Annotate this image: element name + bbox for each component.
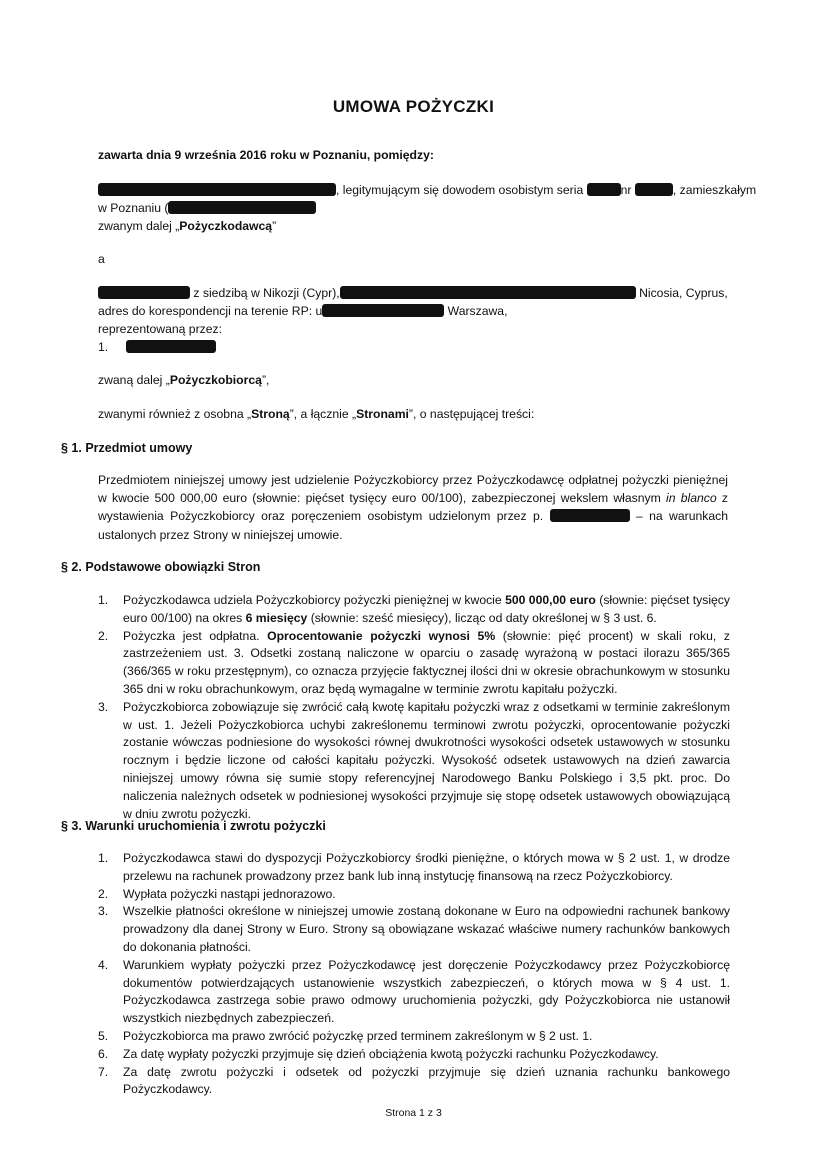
item-number: 5.: [98, 1028, 109, 1043]
party2-text: z siedzibą w Nikozji (Cypr),: [193, 286, 340, 300]
and-connector: a: [98, 252, 105, 266]
item-text: Wypłata pożyczki nastąpi jednorazowo.: [123, 886, 336, 901]
together-text: ”, a łącznie „: [289, 407, 357, 421]
borrower-term: Pożyczkobiorcą: [169, 373, 262, 387]
together-text: zwanymi również z osobna „: [98, 407, 252, 421]
redaction-block: [587, 183, 621, 196]
party1-text: nr: [620, 183, 632, 197]
parties-term: Stronami: [356, 407, 409, 421]
parties-together: [98, 405, 534, 423]
loan-period: 6 miesięcy: [245, 610, 308, 625]
section1-heading: § 1. Przedmiot umowy: [61, 441, 193, 455]
item-text: Pożyczka jest odpłatna.: [123, 628, 268, 643]
section2-list: [98, 592, 730, 823]
party2-text: adres do korespondencji na terenie RP: u: [98, 304, 323, 318]
section3-heading: § 3. Warunki uruchomienia i zwrotu pożyczki: [61, 819, 326, 833]
item-text: Pożyczkobiorca ma prawo zwrócić pożyczkę przed terminem zakreślonym w § 2 ust. 1.: [123, 1028, 593, 1043]
s1-text: z wystawienia Pożyczkobiorcy oraz poręczeniem osobistym udzielonym przez p.: [98, 491, 729, 524]
redaction-block: [126, 340, 216, 353]
item-text: (słownie: pięć procent) w skali roku, z zastrzeżeniem ust. 3. Odsetki zostaną naliczone w oparciu o zasadę wyrażoną w postaci ilorazu 365/365 (366/365 w roku przestępnym), co oznacza przyjęcie faktycznej ilości dni w okresie obrachunkowym w stosunku 365 dni w roku obrachunkowym, oraz będą wymagalne w terminie zwrotu kapitału pożyczki.: [123, 628, 730, 696]
redaction-block: [322, 304, 444, 317]
party1-text: , zamieszkałym: [672, 183, 757, 197]
item-number: 4.: [98, 957, 109, 972]
item-text: Za datę zwrotu pożyczki i odsetek od pożyczki przyjmuje się dzień uznania rachunku bankowego Pożyczkodawcy.: [123, 1064, 730, 1097]
item-number: 1.: [98, 593, 109, 607]
party-term: Stroną: [251, 407, 290, 421]
page-number: Strona 1 z 3: [385, 1107, 442, 1119]
party1-line2: [98, 199, 316, 217]
s1-text: Przedmiotem niniejszej umowy jest udzielenie Pożyczkobiorcy przez Pożyczkodawcę odpłatnej pożyczki pieniężnej w kwocie 500 000,00 euro (słownie: pięćset tysięcy euro 00/100), zabezpieczonej wekslem własnym: [98, 473, 728, 506]
party2-text: Warszawa,: [447, 304, 508, 318]
section2-heading: § 2. Podstawowe obowiązki Stron: [61, 560, 261, 574]
list-item: [98, 850, 730, 886]
party1-line3: [98, 217, 276, 235]
item-text: Warunkiem wypłaty pożyczki przez Pożyczkodawcę jest doręczenie Pożyczkodawcy przez Pożyczkobiorcę dokumentów potwierdzających ustanowienie wszystkich zabezpieczeń, o których mowa w § 4 ust. 1. Pożyczkodawca zastrzega sobie prawo odmowy uruchomienia pożyczki, gdy Pożyczkobiorca nie ustanowił wszystkich niezbędnych zabezpieczeń.: [123, 957, 730, 1026]
redaction-block: [340, 286, 636, 299]
item-number: 2.: [98, 628, 109, 643]
s1-text: – na warunkach ustalonych przez Strony w niniejszej umowie.: [98, 509, 729, 542]
item-number: 1.: [98, 851, 109, 865]
party2-text: Nicosia, Cyprus,: [639, 286, 728, 300]
item-text: Pożyczkobiorca zobowiązuje się zwrócić całą kwotę kapitału pożyczki wraz z odsetkami w terminie zakreślonym w ust. 1. Jeżeli Pożyczkobiorca uchybi zakreślonemu terminowi zwrotu pożyczki, oprocentowanie pożyczki zostanie wówczas podniesione do wysokości równej dwukrotności wysokości odsetek ustawowych w stosunku rocznym i będzie liczone od całości kapitału pożyczki. Wysokość odsetek ustawowych na dzień zawarcia niniejszej umowy równa się sumie stopy referencyjnej Narodowego Banku Polskiego i 3,5 pkt. proc. Do naliczenia należnych odsetek w podniesionej wysokości przyjmuje się stopę odsetek ustawowych obowiązującą w dniu zwrotu pożyczki.: [123, 699, 730, 821]
interest-rate: Oprocentowanie pożyczki wynosi 5%: [267, 628, 496, 643]
party1-text: ”: [272, 219, 277, 233]
party2-representative: [98, 338, 216, 356]
party2-line3: reprezentowaną przez:: [98, 322, 222, 336]
item-text: (słownie: pięćset tysięcy euro 00/100) na okres: [123, 593, 730, 625]
redaction-block: [550, 509, 630, 522]
together-text: ”, o następującej treści:: [408, 407, 535, 421]
document-title: UMOWA POŻYCZKI: [332, 97, 495, 116]
redaction-block: [168, 201, 316, 214]
s1-italic-term: in blanco: [666, 491, 717, 506]
item-text: Wszelkie płatności określone w niniejszej umowie zostaną dokonane w Euro na odpowiedni rachunek bankowy prowadzony dla danej Strony w Euro. Strony są obowiązane wskazać właściwe numery rachunków bankowych do dokonania płatności.: [123, 904, 730, 954]
list-item: [98, 1028, 730, 1046]
list-item: [98, 628, 730, 699]
item-number: 3.: [98, 699, 109, 714]
party2-line2: [98, 302, 507, 320]
item-number: 6.: [98, 1046, 109, 1061]
item-text: Pożyczkodawca udziela Pożyczkobiorcy pożyczki pieniężnej w kwocie: [123, 593, 506, 607]
redaction-block: [98, 183, 336, 196]
party1-line1: [98, 181, 756, 199]
item-text: Za datę wypłaty pożyczki przyjmuje się dzień obciążenia kwotą pożyczki rachunku Pożyczkodawcy.: [123, 1046, 659, 1061]
party2-line1: [98, 284, 728, 302]
list-item: [98, 886, 730, 904]
list-item: [98, 592, 730, 628]
party1-text: w Poznaniu (: [98, 201, 169, 215]
redaction-block: [98, 286, 190, 299]
list-item: [98, 903, 730, 956]
list-item: [98, 957, 730, 1028]
section1-paragraph: [98, 471, 728, 544]
list-item: [98, 1064, 730, 1100]
list-item: [98, 699, 730, 824]
party2-line4: [98, 371, 269, 389]
party2-text: ”,: [261, 373, 270, 387]
redaction-block: [635, 183, 673, 196]
item-number: 3.: [98, 904, 109, 919]
section3-list: [98, 850, 730, 1099]
list-item: [98, 1046, 730, 1064]
party1-text: zwanym dalej „: [98, 219, 180, 233]
item-number: 2.: [98, 886, 109, 901]
item-text: (słownie: sześć miesięcy), licząc od daty określonej w § 3 ust. 6.: [307, 610, 657, 625]
lender-term: Pożyczkodawcą: [179, 219, 273, 233]
party1-text: , legitymującym się dowodem osobistym seria: [336, 183, 584, 197]
item-text: Pożyczkodawca stawi do dyspozycji Pożyczkobiorcy środki pieniężne, o których mowa w § 2 ust. 1, w drodze przelewu na rachunek prowadzony przez bank lub inną instytucję finansową na rzecz Pożyczkobiorcy.: [123, 851, 730, 883]
loan-amount: 500 000,00 euro: [505, 593, 596, 607]
contract-intro: zawarta dnia 9 września 2016 roku w Poznaniu, pomiędzy:: [98, 148, 434, 162]
rep-number: 1.: [98, 340, 109, 354]
item-number: 7.: [98, 1064, 109, 1079]
party2-text: zwaną dalej „: [98, 373, 170, 387]
